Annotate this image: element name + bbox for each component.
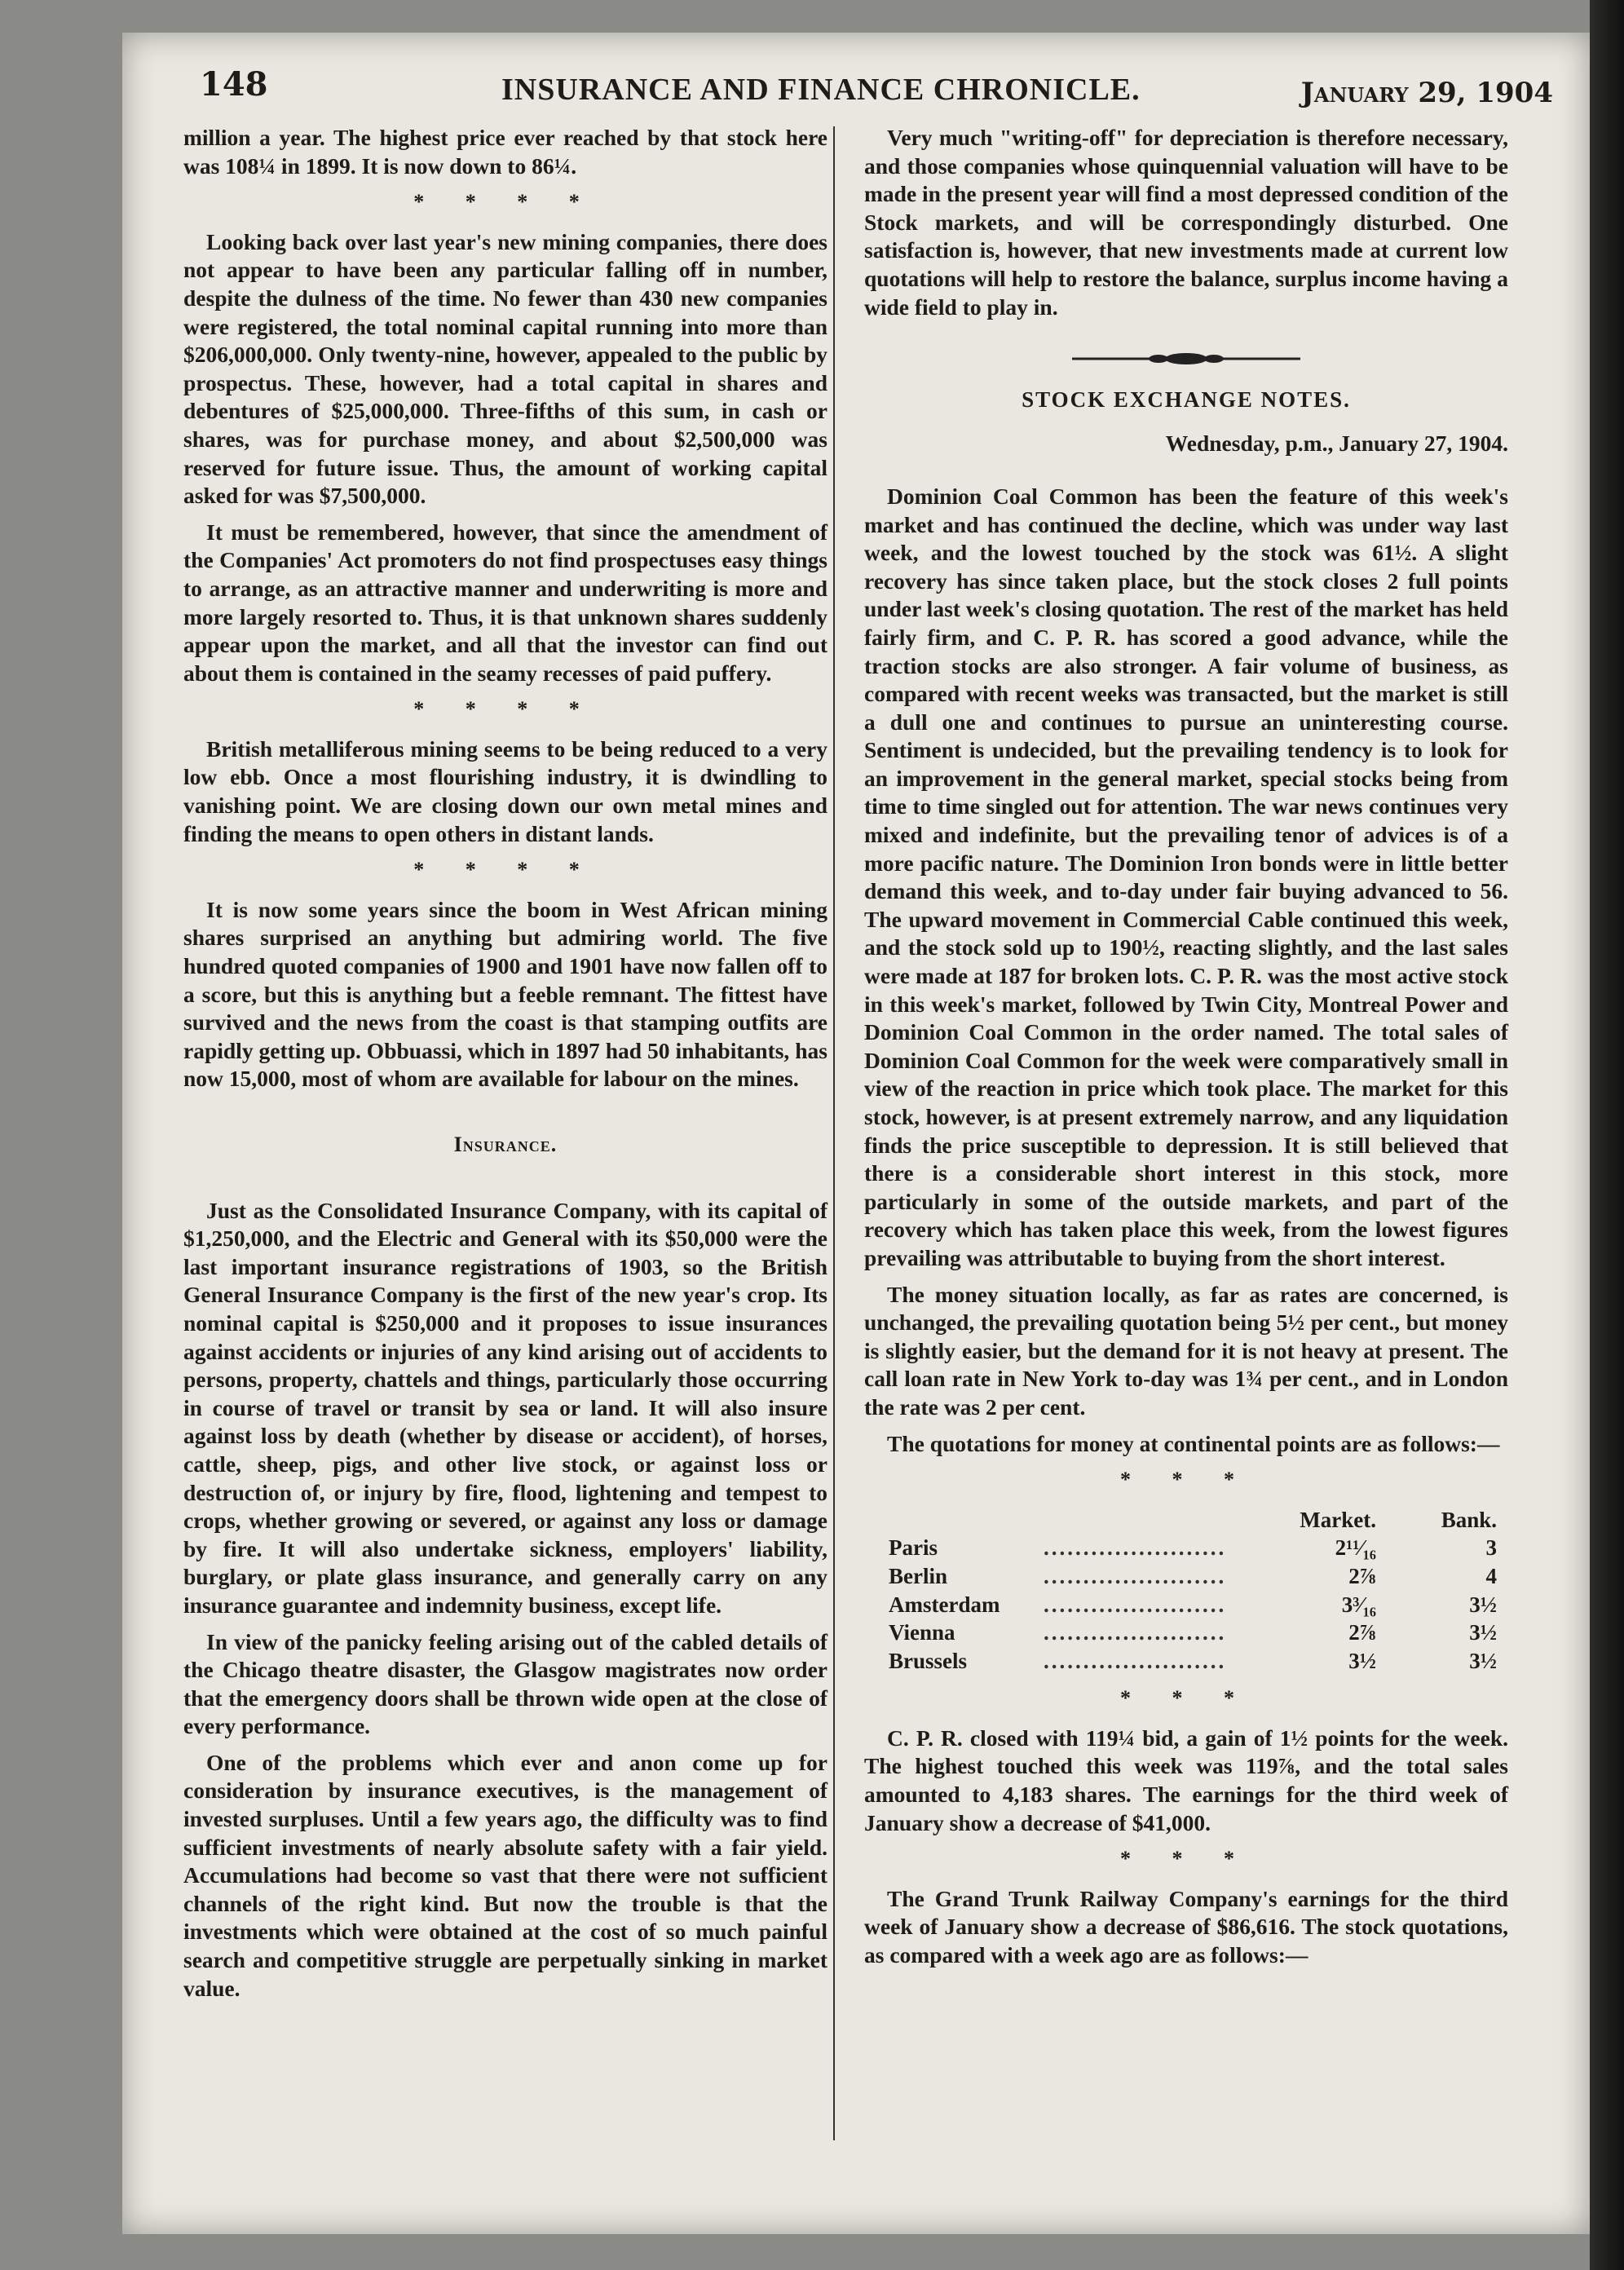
city-name: Paris [889,1535,938,1561]
bank-rate: 4 [1485,1563,1497,1588]
money-rates-table [864,1506,1508,1676]
market-rate: 3½ [1348,1648,1376,1673]
city-name: Brussels [889,1648,968,1673]
journal-title: INSURANCE AND FINANCE CHRONICLE. [501,73,1141,107]
ornament-rule [864,346,1508,374]
city-name: Berlin [889,1563,947,1588]
paragraph: The money situation locally, as far as rates are concerned, is unchanged, the prevailing quotation being 5½ per cent., but money is slightly easier, but the demand for it is not heavy at present. The call loan rate in New York to-day was 1¾ per cent., and in London the rate was 2 per cent. [864,1281,1508,1420]
column-header-bank: Bank. [1441,1507,1497,1532]
leader-dots: ....................... [1044,1648,1227,1673]
issue-date: January 29, 1904 [1300,77,1553,109]
section-break: * * * [1120,1847,1252,1871]
market-rate: 2¹¹⁄₁₆ [1335,1535,1376,1561]
paragraph: Very much "writing-off" for depreciation is therefore necessary, and those companies whose quinquennial valuation will have to be made in the present year will find a most depressed condition of the Stock markets, and will be correspondingly disturbed. One satisfaction is, however, that new investments made at current low quotations will help to restore the balance, surplus income having a wide field to play in. [864,125,1508,320]
dateline: Wednesday, p.m., January 27, 1904. [1165,431,1508,457]
leader-dots: ....................... [1044,1563,1227,1588]
column-header-market: Market. [1300,1507,1376,1532]
leader-dots: ....................... [1044,1592,1227,1617]
paragraph: British metalliferous mining seems to be being reduced to a very low ebb. Once a most flourishing industry, it is dwindling to vanishing point. We are closing down our own metal mines and finding the means to open others in distant lands. [183,735,827,846]
paragraph: It must be remembered, however, that since the amendment of the Companies' Act promoters do not find prospectuses easy things to arrange, as an attractive manner and underwriting is more and more largely resorted to. Thus, it is that unknown shares suddenly appear upon the market, and all that the investor can find out about them is contained in the seamy recesses of paid puffery. [183,519,827,686]
city-name: Vienna [889,1620,955,1645]
paragraph: The quotations for money at continental points are as follows:— [887,1430,1500,1456]
market-rate: 3³⁄₁₆ [1341,1592,1376,1617]
right-column [864,124,1508,1978]
market-rate: 2⅞ [1348,1620,1376,1645]
bank-rate: 3½ [1469,1592,1497,1617]
table-row [864,1619,1508,1647]
section-heading: Insurance. [453,1133,558,1156]
binding-shadow [1590,0,1624,2270]
table-row [864,1591,1508,1619]
ornament-icon [1072,351,1300,367]
page-number: 148 [200,65,268,104]
bank-rate: 3½ [1469,1620,1497,1645]
leader-dots: ....................... [1044,1535,1227,1561]
bank-rate: 3½ [1469,1648,1497,1673]
paragraph: One of the problems which ever and anon come up for consideration by insurance executives, is the management of invested surpluses. Until a few years ago, the difficulty was to find sufficient investments of nearly absolute safety with a fair yield. Accumulations had become so vast that there were not sufficient channels of the right kind. But now the trouble is that the investments which were obtained at the cost of so much painful search and competitive struggle are perpetually sinking in market value. [183,1749,827,2001]
page-header [200,57,1553,122]
table-row [864,1534,1508,1562]
section-break: * * * [1120,1468,1252,1492]
section-break: * * * * [413,190,598,214]
leader-dots: ....................... [1044,1620,1227,1645]
newspaper-page [122,33,1590,2234]
section-break: * * * * [413,858,598,882]
paragraph: The Grand Trunk Railway Company's earnings for the third week of January show a decrease of $86,616. The stock quotations, as compared with a week ago are as follows:— [864,1885,1508,1968]
paragraph: In view of the panicky feeling arising out of the cabled details of the Chicago theatre disaster, the Glasgow magistrates now order that the emergency doors shall be thrown wide open at the close of every performance. [183,1628,827,1739]
paragraph: Dominion Coal Common has been the feature of this week's market and has continued the decline, which was under way last week, and the lowest touched by the stock was 61½. A slight recovery has since taken place, but the stock closes 2 full points under last week's closing quotation. The rest of the market has held fairly firm, and C. P. R. has scored a good advance, while the traction stocks are also stronger. A fair volume of business, as compared with recent weeks was transacted, but the market is still a dull one and continues to pursue an uninteresting course. Sentiment is undecided, but the prevailing tendency is to look for an improvement in the general market, special stocks being from time to time singled out for attention. The war news continues very mixed and indefinite, but the prevailing tenor of advices is of a more pacific nature. The Dominion Iron bonds were in little better demand this week, and to-day under fair buying advanced to 56. The upward movement in Commercial Cable continued this week, and the stock sold up to 190½, reacting slightly, and the last sales were made at 187 for broken lots. C. P. R. was the most active stock in this week's market, followed by Twin City, Montreal Power and Dominion Coal Common in the order named. The total sales of Dominion Coal Common for the week were comparatively small in view of the reaction in price which took place. The market for this stock, however, is at present extremely narrow, and any liquidation finds the price susceptible to depression. It is still believed that there is a considerable short interest in this stock, more particularly in some of the outside markets, and part of the recovery which has taken place this week, from the lowest figures prevailing was attributable to buying from the short interest. [864,483,1508,1270]
paragraph: C. P. R. closed with 119¼ bid, a gain of 1½ points for the week. The highest touched this week was 119⅞, and the total sales amounted to 4,183 shares. The earnings for the third week of January show a decrease of $41,000. [864,1725,1508,1835]
section-break: * * * [1120,1686,1252,1711]
bank-rate: 3 [1485,1535,1497,1561]
city-name: Amsterdam [889,1592,1000,1617]
section-break: * * * * [413,697,598,722]
left-column [183,124,827,2011]
section-title: STOCK EXCHANGE NOTES. [1022,386,1351,412]
paragraph: It is now some years since the boom in West African mining shares surprised an anything but admiring world. The five hundred quoted companies of 1900 and 1901 have now fallen off to a score, but this is anything but a feeble remnant. The fittest have survived and the news from the coast is that stamping outfits are rapidly getting up. Obbuassi, which in 1897 had 50 inhabitants, has now 15,000, most of whom are available for labour on the mines. [183,896,827,1092]
market-rate: 2⅞ [1348,1563,1376,1588]
paragraph: million a year. The highest price ever reached by that stock here was 108¼ in 1899. It is now down to 86¼. [183,125,827,179]
paragraph: Looking back over last year's new mining companies, there does not appear to have been any particular falling off in number, despite the dulness of the time. No fewer than 430 new companies were registered, the total nominal capital running into more than $206,000,000. Only twenty-nine, however, appealed to the public by prospectus. These, however, had a total capital in shares and debentures of $25,000,000. Three-fifths of this sum, in cash or shares, was for purchase money, and about $2,500,000 was reserved for future issue. Thus, the amount of working capital asked for was $7,500,000. [183,228,827,509]
table-row [864,1562,1508,1591]
paragraph: Just as the Consolidated Insurance Company, with its capital of $1,250,000, and the Electric and General with its $50,000 were the last important insurance registrations of 1903, so the British General Insurance Company is the first of the new year's crop. Its nominal capital is $250,000 and it proposes to issue insurances against accidents or injuries of any kind arising out of accidents to persons, property, chattels and things, particularly those occurring in course of travel or transit by sea or land. It will also insure against loss by death (whether by disease or accident), of horses, cattle, sheep, pigs, and other live stock, or against loss or destruction of, or injury by fire, flood, lightening and tempest to crops, whether growing or severed, or against any loss or damage by fire. It will also undertake sickness, employers' liability, burglary, or plate glass insurance, and generally carry on any insurance guarantee and indemnity business, except life. [183,1197,827,1618]
table-row [864,1647,1508,1676]
column-divider [833,126,835,2140]
